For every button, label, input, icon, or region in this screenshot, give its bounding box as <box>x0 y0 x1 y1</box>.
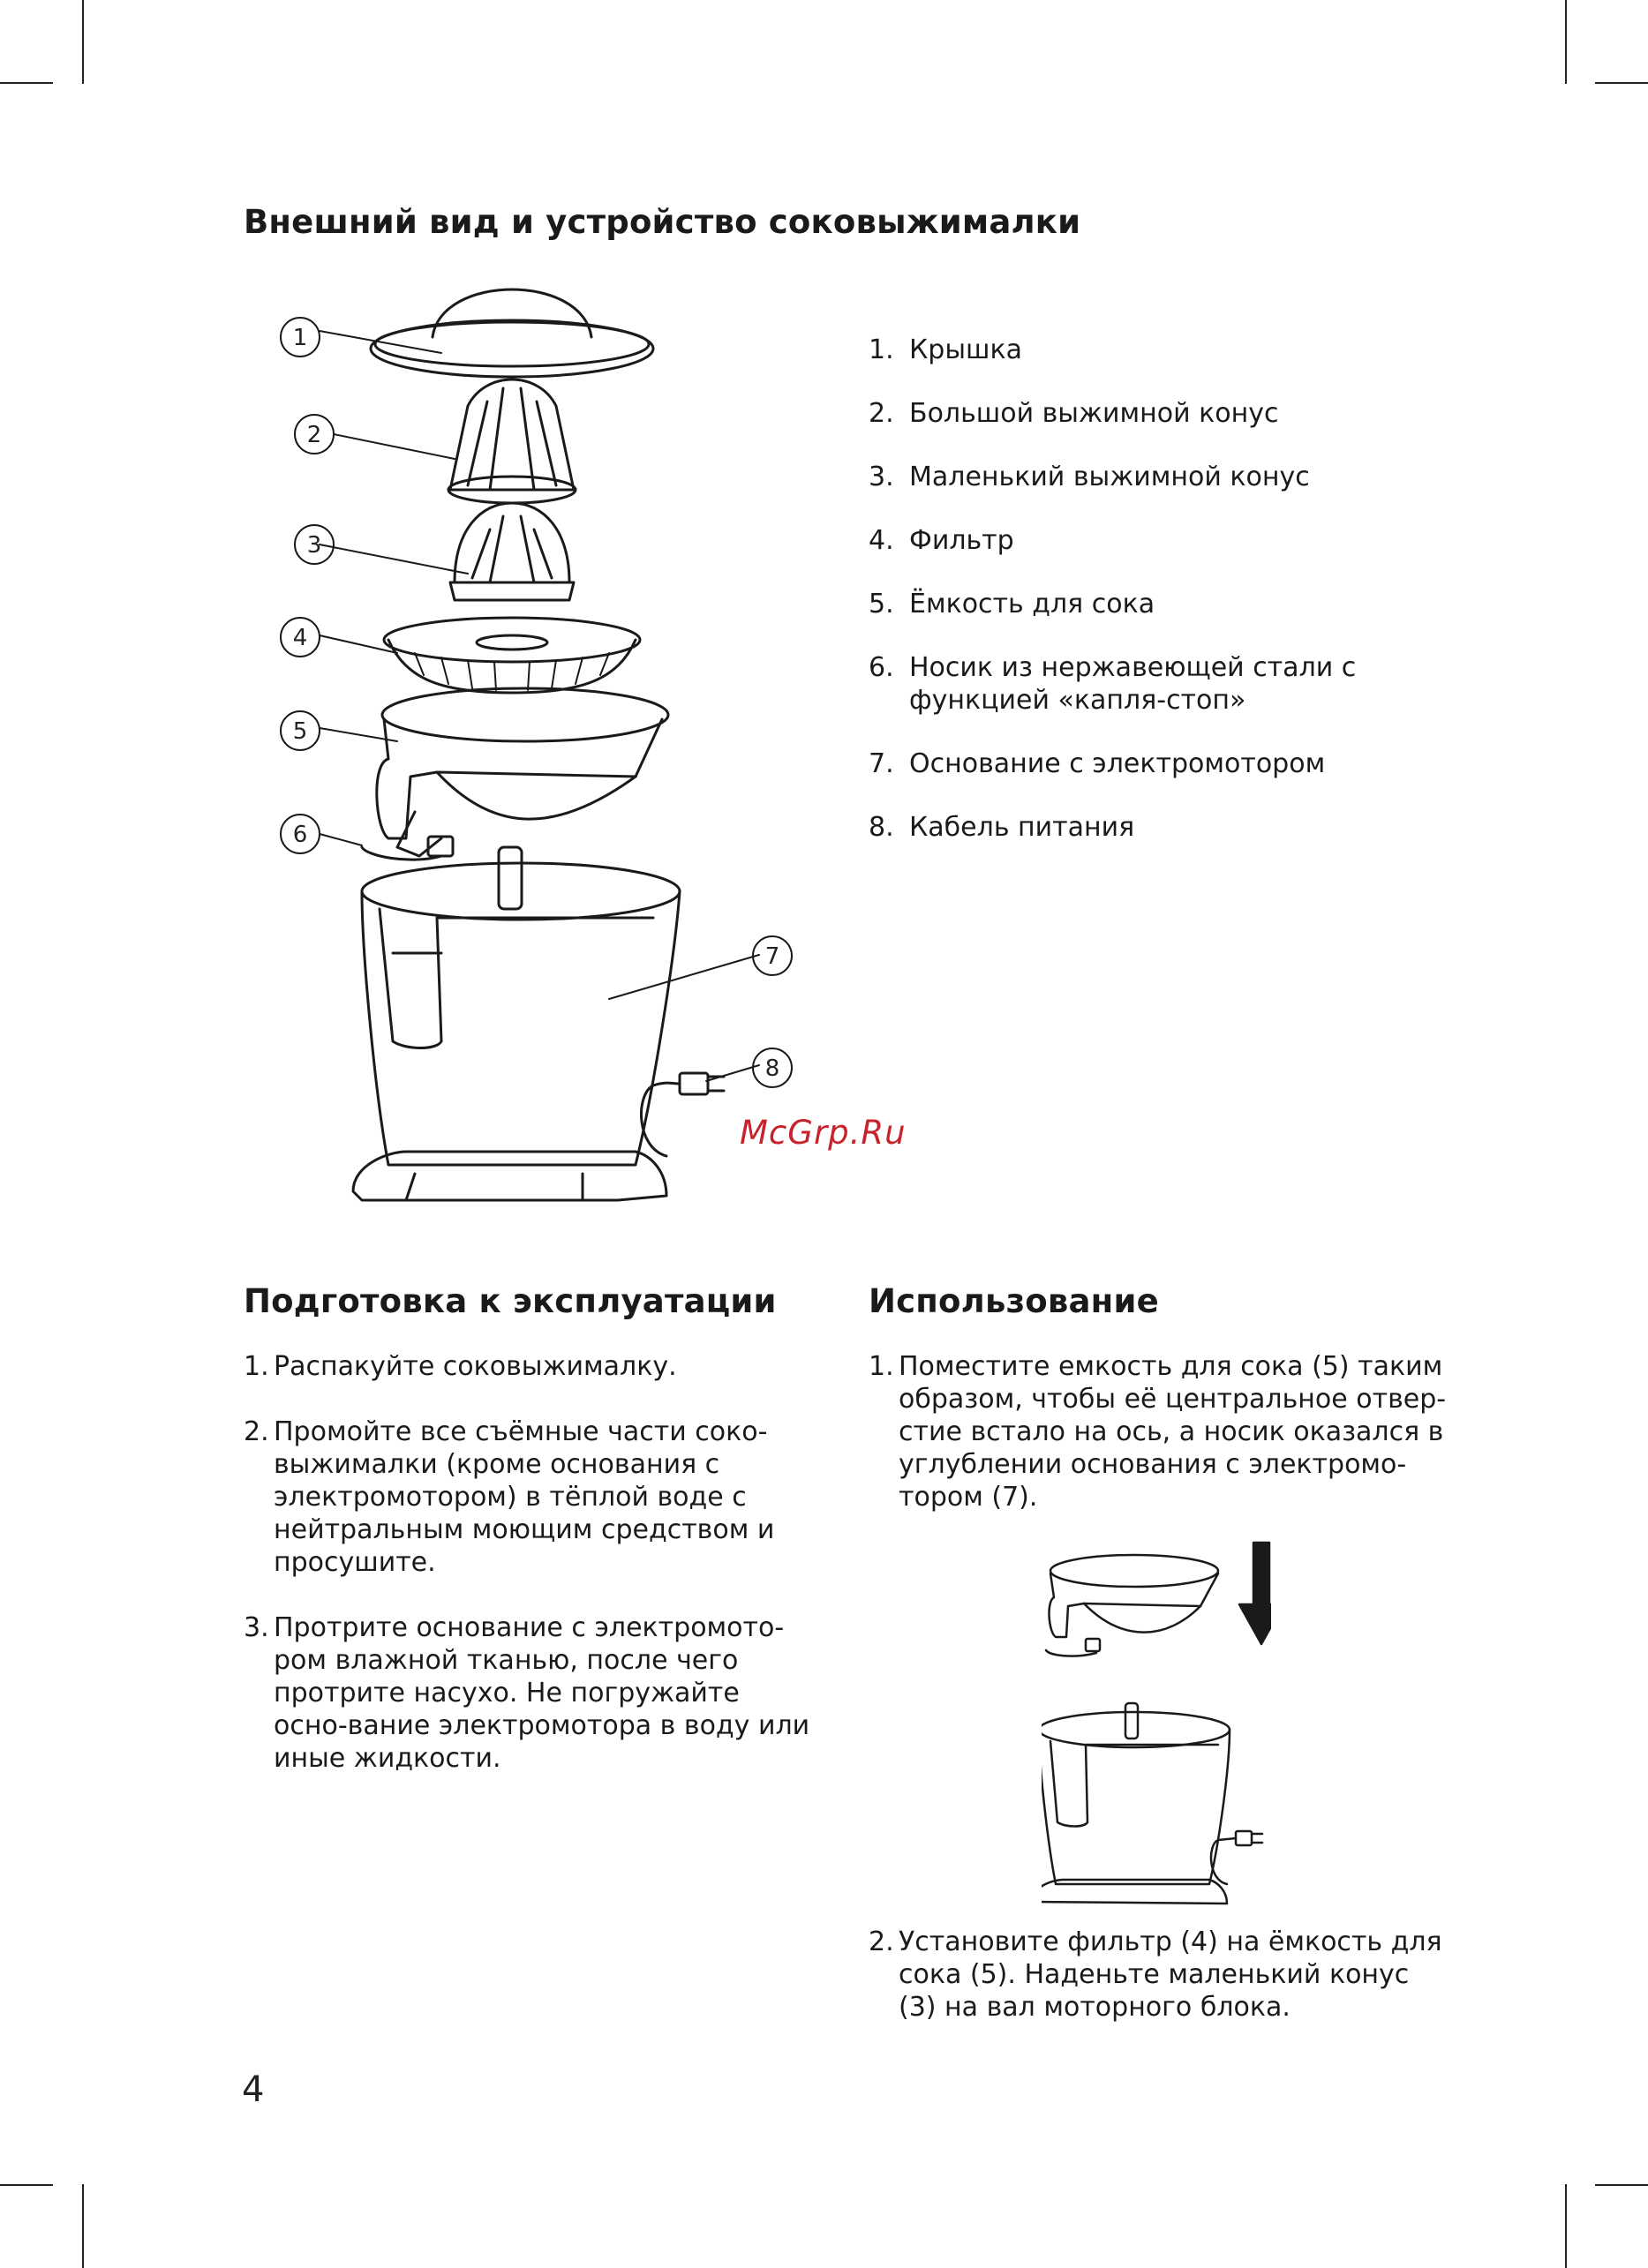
list-item: 2. Большой выжимной конус <box>869 398 1279 429</box>
section-title-preparation: Подготовка к эксплуатации <box>244 1282 777 1320</box>
callout-4: 4 <box>292 625 308 651</box>
page-number: 4 <box>242 2069 265 2110</box>
list-item: 8. Кабель питания <box>869 812 1135 843</box>
juicer-exploded-diagram <box>265 282 830 1218</box>
list-item: 5. Ёмкость для сока <box>869 589 1155 620</box>
assembly-illustration <box>1042 1540 1271 1911</box>
callout-7: 7 <box>764 943 780 970</box>
list-item: 1. Поместите емкость для сока (5) таким образом, чтобы её центральное отвер-стие встало на ось, а носик оказался в углублении основания с электромо-тором (7). <box>869 1351 1447 1513</box>
callout-6: 6 <box>292 822 308 848</box>
list-item: 3. Маленький выжимной конус <box>869 462 1310 492</box>
callout-8: 8 <box>764 1055 780 1082</box>
list-item: 1. Крышка <box>869 334 1022 365</box>
crop-mark <box>82 0 84 84</box>
section-title-usage: Использование <box>869 1282 1159 1320</box>
crop-mark <box>0 82 53 84</box>
list-item: 3. Протрите основание с электромото-ром влажной тканью, после чего протрите насухо. Не погружайте осно-вание электромотора в воду или иные жидкости. <box>244 1612 810 1774</box>
crop-mark <box>82 2184 84 2268</box>
page-title: Внешний вид и устройство соковыжималки <box>244 203 1081 241</box>
callout-1: 1 <box>292 325 308 351</box>
list-item: 2. Промойте все съёмные части соко-выжималки (кроме основания с электромотором) в тёплой воде с нейтральным моющим средством и просушите. <box>244 1416 775 1578</box>
callout-5: 5 <box>292 718 308 745</box>
crop-mark <box>1565 2184 1567 2268</box>
preparation-steps <box>244 1350 826 1807</box>
list-item: 2. Установите фильтр (4) на ёмкость для сока (5). Наденьте маленький конус (3) на вал моторного блока. <box>869 1926 1442 2023</box>
watermark: McGrp.Ru <box>740 1114 907 1152</box>
list-item: 4. Фильтр <box>869 525 1014 556</box>
usage-steps <box>869 1350 1451 1546</box>
callout-2: 2 <box>306 422 322 448</box>
list-item: 7. Основание с электромотором <box>869 748 1326 779</box>
list-item: 6. Носик из нержавеющей стали с функцией «капля-стоп» <box>869 652 1357 716</box>
list-item: 1. Распакуйте соковыжималку. <box>244 1351 677 1382</box>
usage-steps-continued <box>869 1926 1451 2056</box>
crop-mark <box>0 2184 53 2186</box>
crop-mark <box>1565 0 1567 84</box>
callout-3: 3 <box>306 532 322 559</box>
crop-mark <box>1595 2184 1648 2186</box>
parts-list <box>869 334 1486 875</box>
crop-mark <box>1595 82 1648 84</box>
